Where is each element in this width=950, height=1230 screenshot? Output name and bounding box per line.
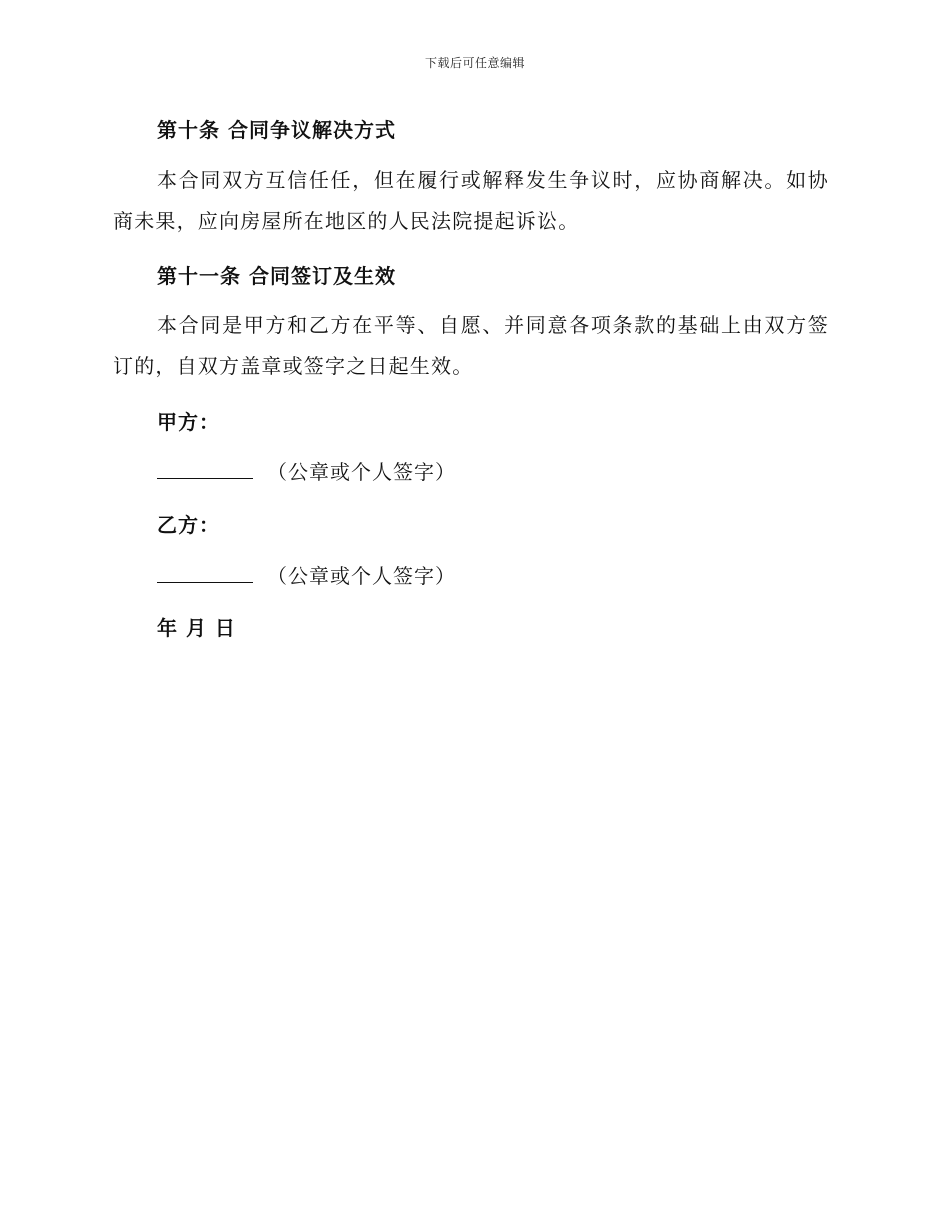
section-body-dispute-resolution: 本合同双方互信任任，但在履行或解释发生争议时，应协商解决。如协商未果，应向房屋所在地区的人民法院提起诉讼。 <box>113 168 829 233</box>
section-body-signing-effect: 本合同是甲方和乙方在平等、自愿、并同意各项条款的基础上由双方签订的，自双方盖章或签字之日起生效。 <box>113 313 829 378</box>
party-a-signature-blank <box>157 458 253 479</box>
party-b-signature-note: （公章或个人签字） <box>267 564 456 588</box>
page-header-note: 下载后可任意编辑 <box>424 56 525 70</box>
party-a-label: 甲方： <box>157 410 220 434</box>
section-heading-dispute-resolution: 第十条 合同争议解决方式 <box>157 118 396 142</box>
party-b-signature-line <box>157 560 456 589</box>
section-heading-signing-effect: 第十一条 合同签订及生效 <box>157 264 396 288</box>
party-a-signature-line <box>157 456 456 485</box>
date-line: 年 月 日 <box>157 616 236 640</box>
party-a-signature-note: （公章或个人签字） <box>267 460 456 484</box>
party-b-label: 乙方： <box>157 513 220 537</box>
party-b-signature-blank <box>157 562 253 583</box>
